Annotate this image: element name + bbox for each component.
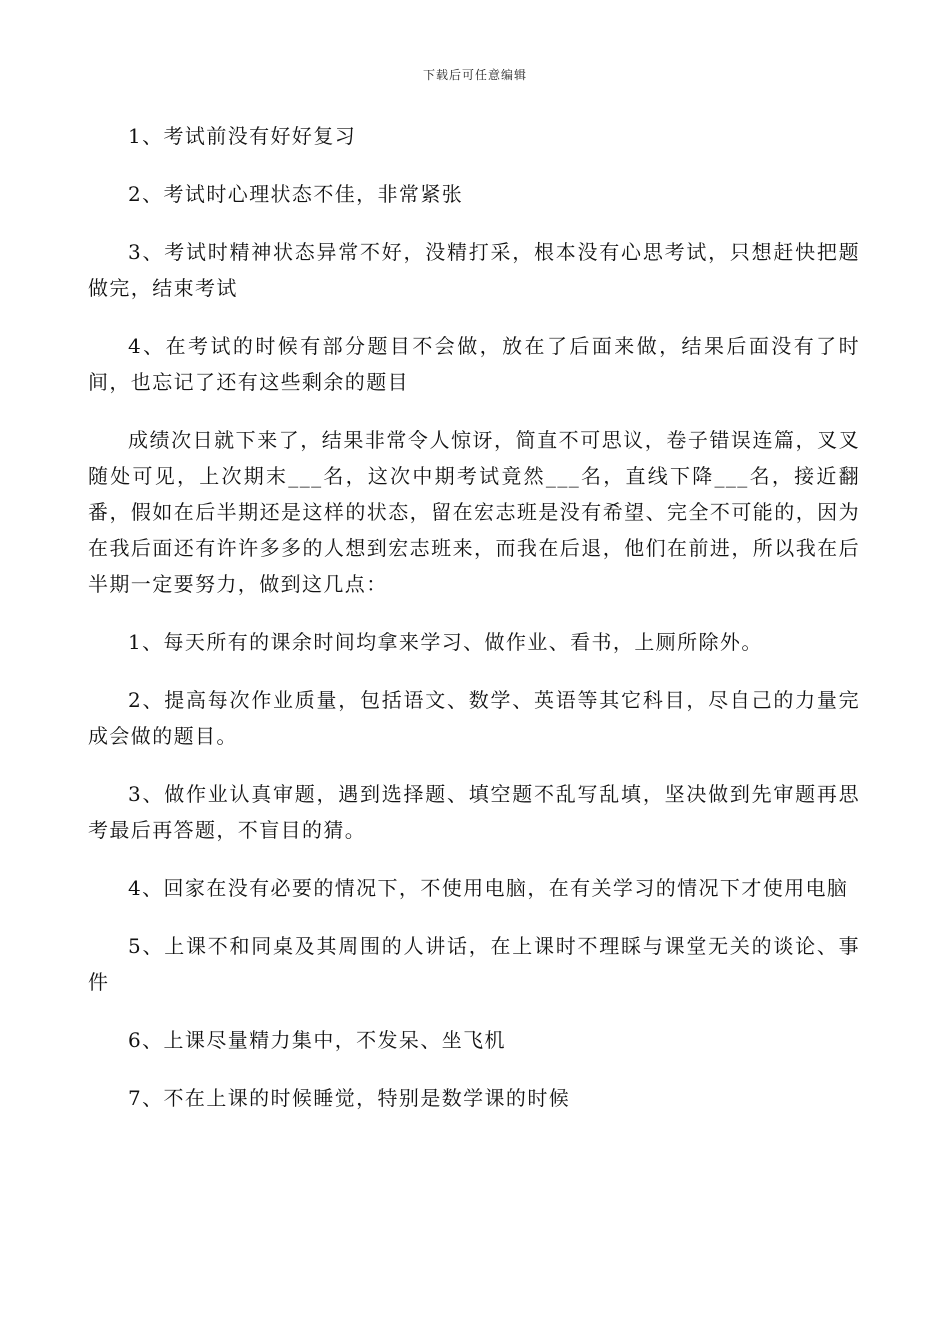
header-note: 下载后可任意编辑 <box>422 68 527 82</box>
paragraph-plan-2: 2、提高每次作业质量，包括语文、数学、英语等其它科目，尽自己的力量完成会做的题目。 <box>88 688 860 748</box>
paragraph-plan-6: 6、上课尽量精力集中，不发呆、坐飞机 <box>128 1028 506 1052</box>
paragraph-plan-5: 5、上课不和同桌及其周围的人讲话，在上课时不理睬与课堂无关的谈论、事件 <box>88 934 860 994</box>
paragraph-plan-3: 3、做作业认真审题，遇到选择题、填空题不乱写乱填，坚决做到先审题再思考最后再答题，不盲目的猜。 <box>88 782 860 842</box>
paragraph-plan-4: 4、回家在没有必要的情况下，不使用电脑，在有关学习的情况下才使用电脑 <box>128 876 849 900</box>
paragraph-time: 4、在考试的时候有部分题目不会做，放在了后面来做，结果后面没有了时间，也忘记了还有这些剩余的题目 <box>88 334 860 394</box>
paragraph-result: 成绩次日就下来了，结果非常令人惊讶，简直不可思议，卷子错误连篇，叉叉随处可见，上次期末___名，这次中期考试竟然___名，直线下降___名，接近翻番，假如在后半期还是这样的状态，留在宏志班是没有希望、完全不可能的，因为在我后面还有许许多多的人想到宏志班来，而我在后退，他们在前进，所以我在后半期一定要努力，做到这几点： <box>88 428 860 596</box>
paragraph-plan-7: 7、不在上课的时候睡觉，特别是数学课的时候 <box>128 1086 571 1110</box>
paragraph-plan-1: 1、每天所有的课余时间均拿来学习、做作业、看书，上厕所除外。 <box>128 630 763 654</box>
paragraph-nervous: 2、考试时心理状态不佳，非常紧张 <box>128 182 464 206</box>
paragraph-review: 1、考试前没有好好复习 <box>128 124 357 148</box>
document-body <box>88 118 860 1116</box>
paragraph-spirit: 3、考试时精神状态异常不好，没精打采，根本没有心思考试，只想赶快把题做完，结束考试 <box>88 240 860 300</box>
